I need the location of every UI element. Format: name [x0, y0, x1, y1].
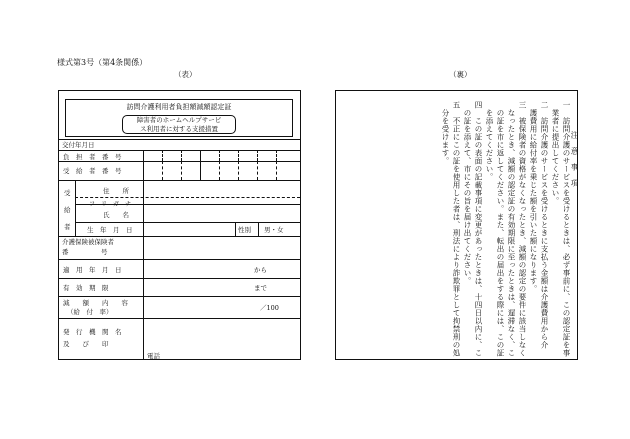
back-note-3a: 三 被保険者の資格がなくなったとき、減額の認定の要件に該当しなく: [518, 101, 527, 357]
back-note-5a: 五 不正にこの証を使用した者は、刑法により詐欺罪として拘禁刑の処: [452, 101, 461, 357]
phone-label: 電話: [147, 352, 160, 360]
subtitle-line2: ス利用者に対する支援措置: [140, 124, 218, 133]
valid-period-suffix: まで: [254, 284, 267, 292]
back-note-1b: 業者に提出してください。: [551, 101, 560, 205]
insured-number-label-2: 番 号: [62, 248, 108, 256]
back-note-3d: を添えてください。: [485, 101, 494, 181]
back-side-label: （裏）: [449, 70, 472, 79]
certificate-title: 訪問介護利用者負担額減額認定証: [126, 103, 232, 111]
valid-period-label: 有 効 期 限: [63, 284, 109, 292]
burden-number-label: 負 担 者 番 号: [63, 153, 122, 161]
back-card: [335, 90, 578, 360]
back-note-2b: 護費用に給付率を乗じた額を引いた額になります。: [529, 101, 538, 293]
issuer-label-1: 発 行 機 関 名: [63, 328, 122, 336]
issuer-label-2: 及 び 印: [63, 340, 109, 348]
subtitle-line1: 障害者のホームヘルプサービ: [136, 116, 222, 124]
back-note-3c: の証を市に返してください。また、転出の届出をする際には、この証: [496, 101, 505, 357]
back-note-2a: 二 訪問介護のサービスを受けるときに支払う金額は介護費用から介: [540, 101, 549, 349]
recipient-side-3: 者: [64, 223, 71, 231]
back-note-3b: なったとき、減額の認定証の有効期限に至ったときは、遅滞なく、こ: [507, 101, 516, 357]
form-number: 様式第3号（第4条関係）: [57, 58, 148, 67]
reduction-value: ／100: [260, 304, 279, 312]
back-note-1a: 一 訪問介護のサービスを受けるときは、必ず事前に、この認定証を事: [562, 101, 571, 357]
issue-date-label: 交付年月日: [62, 141, 95, 149]
title-box: [65, 99, 293, 137]
front-side-label: （表）: [174, 70, 197, 79]
gender-value: 男・女: [264, 226, 284, 234]
recipient-side-1: 受: [64, 189, 71, 197]
apply-date-label: 適 用 年 月 日: [63, 266, 122, 274]
front-card: [58, 90, 301, 360]
furigana-label: フ リ ガ ナ: [89, 201, 132, 208]
reduction-label-1: 減 額 内 容: [63, 299, 128, 307]
back-note-5b: 分を受けます。: [441, 101, 450, 165]
birth-date-label: 生 年 月 日: [87, 226, 133, 234]
reduction-label-2: （給 付 率）: [67, 308, 113, 316]
recipient-number-label: 受 給 者 番 号: [63, 167, 122, 175]
back-note-4b: の証を添えて、市にその旨を届け出てください。: [463, 101, 472, 285]
recipient-side-2: 給: [64, 206, 71, 214]
back-heading: 注 意 事 項: [570, 131, 579, 187]
subtitle-box: [122, 115, 236, 134]
name-label: 氏 名: [103, 211, 129, 219]
address-label: 住 所: [103, 187, 129, 195]
gender-label: 性別: [238, 226, 251, 234]
insured-number-label-1: 介護保険被保険者: [62, 238, 114, 246]
apply-date-suffix: から: [254, 266, 267, 274]
back-note-4a: 四 この証の表面の記載事項に変更があったときは、十四日以内に、こ: [474, 101, 483, 357]
